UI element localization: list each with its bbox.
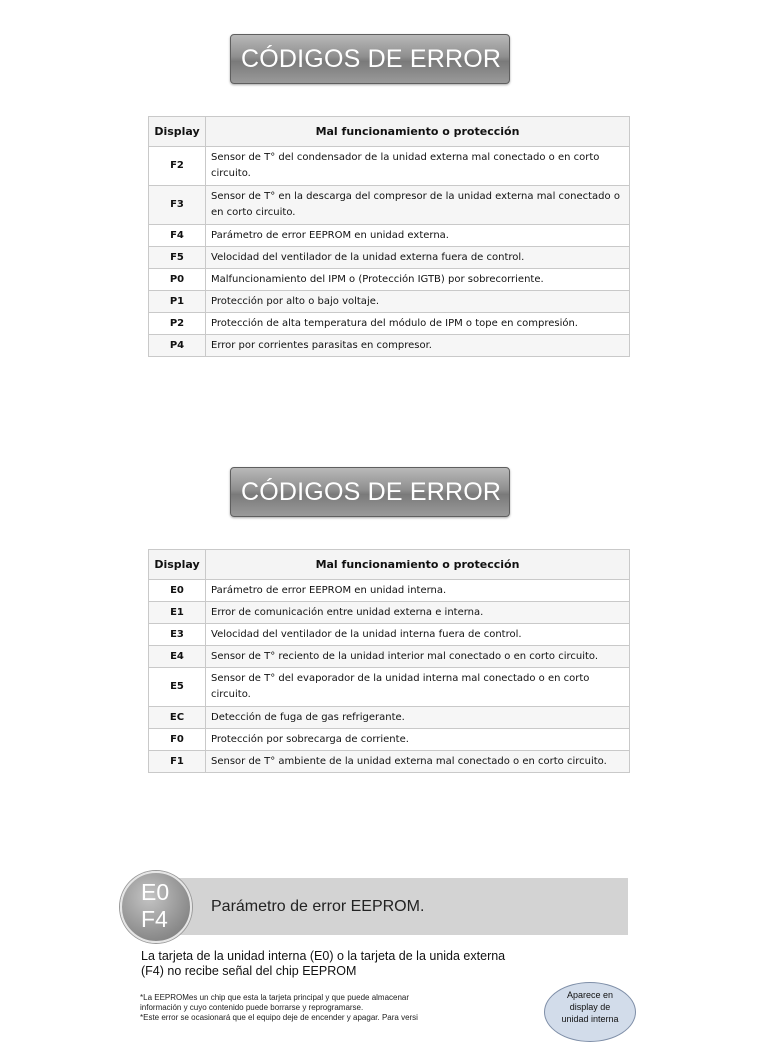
footnote-line: información y cuyo contenido puede borrarse y reprogramarse. [140, 1003, 364, 1012]
error-codes-banner-1: CÓDIGOS DE ERROR [230, 34, 510, 84]
table-row [149, 335, 630, 357]
error-description-cell: Velocidad del ventilador de la unidad interna fuera de control. [206, 624, 630, 646]
error-description-cell: Sensor de T° reciento de la unidad interior mal conectado o en corto circuito. [206, 646, 630, 668]
table-row [149, 624, 630, 646]
table-row [149, 247, 630, 269]
callout-bubble [544, 982, 636, 1042]
footnote-line: *Este error se ocasionará que el equipo deje de encender y apagar. Para versi [140, 1013, 418, 1022]
callout-line: display de [569, 1002, 611, 1012]
error-codes-table-indoor [148, 549, 630, 773]
error-description-cell: Sensor de T° del condensador de la unidad externa mal conectado o en corto circuito. [206, 147, 630, 186]
footnote-line: *La EEPROMes un chip que esta la tarjeta principal y que puede almacenar [140, 993, 410, 1002]
table-row [149, 313, 630, 335]
error-description-cell: Protección por sobrecarga de corriente. [206, 729, 630, 751]
table-row [149, 729, 630, 751]
callout-line: unidad interna [561, 1014, 619, 1024]
table-row [149, 646, 630, 668]
error-description-cell: Sensor de T° ambiente de la unidad externa mal conectado o en corto circuito. [206, 751, 630, 773]
eeprom-section-title: Parámetro de error EEPROM. [211, 898, 425, 915]
error-description-cell: Protección de alta temperatura del módulo de IPM o tope en compresión. [206, 313, 630, 335]
error-description-cell: Error de comunicación entre unidad externa e interna. [206, 602, 630, 624]
table-row [149, 186, 630, 225]
error-code-cell: E3 [149, 624, 206, 646]
error-code-cell: E0 [149, 580, 206, 602]
callout-line: Aparece en [566, 990, 614, 1000]
error-description-cell: Parámetro de error EEPROM en unidad interna. [206, 580, 630, 602]
error-code-cell: F1 [149, 751, 206, 773]
error-description-cell: Sensor de T° en la descarga del compresor de la unidad externa mal conectado o en corto circuito. [206, 186, 630, 225]
error-description-cell: Malfuncionamiento del IPM o (Protección IGTB) por sobrecorriente. [206, 269, 630, 291]
error-code-cell: P4 [149, 335, 206, 357]
table-row [149, 147, 630, 186]
error-code-cell: EC [149, 707, 206, 729]
error-code-cell: F5 [149, 247, 206, 269]
table-header-row [149, 550, 630, 580]
error-codes-table-outdoor [148, 116, 630, 357]
column-header-description: Mal funcionamiento o protección [206, 117, 630, 147]
error-code-cell: E1 [149, 602, 206, 624]
table-row [149, 602, 630, 624]
error-code-cell: P2 [149, 313, 206, 335]
error-description-cell: Detección de fuga de gas refrigerante. [206, 707, 630, 729]
error-code-cell: F4 [149, 225, 206, 247]
table-row [149, 291, 630, 313]
column-header-description: Mal funcionamiento o protección [206, 550, 630, 580]
error-code-cell: E5 [149, 668, 206, 707]
error-code-cell: P1 [149, 291, 206, 313]
table-row [149, 707, 630, 729]
eeprom-description: La tarjeta de la unidad interna (E0) o la tarjeta de la unida externa (F4) no recibe señal del chip EEPROM [141, 949, 506, 978]
column-header-display: Display [149, 117, 206, 147]
error-description-cell: Velocidad del ventilador de la unidad externa fuera de control. [206, 247, 630, 269]
table-row [149, 751, 630, 773]
table-row [149, 225, 630, 247]
error-description-cell: Parámetro de error EEPROM en unidad externa. [206, 225, 630, 247]
table-row [149, 269, 630, 291]
table-row [149, 668, 630, 707]
error-description-cell: Error por corrientes parasitas en compresor. [206, 335, 630, 357]
column-header-display: Display [149, 550, 206, 580]
eeprom-footnote [140, 993, 520, 1023]
error-codes-banner-2: CÓDIGOS DE ERROR [230, 467, 510, 517]
table-header-row [149, 117, 630, 147]
error-code-cell: F0 [149, 729, 206, 751]
error-code-cell: P0 [149, 269, 206, 291]
error-code-cell: E4 [149, 646, 206, 668]
error-description-cell: Sensor de T° del evaporador de la unidad interna mal conectado o en corto circuito. [206, 668, 630, 707]
badge-code-e0: E0 [141, 879, 170, 905]
error-description-cell: Protección por alto o bajo voltaje. [206, 291, 630, 313]
badge-code-f4: F4 [141, 906, 168, 932]
error-code-cell: F3 [149, 186, 206, 225]
error-code-cell: F2 [149, 147, 206, 186]
table-row [149, 580, 630, 602]
